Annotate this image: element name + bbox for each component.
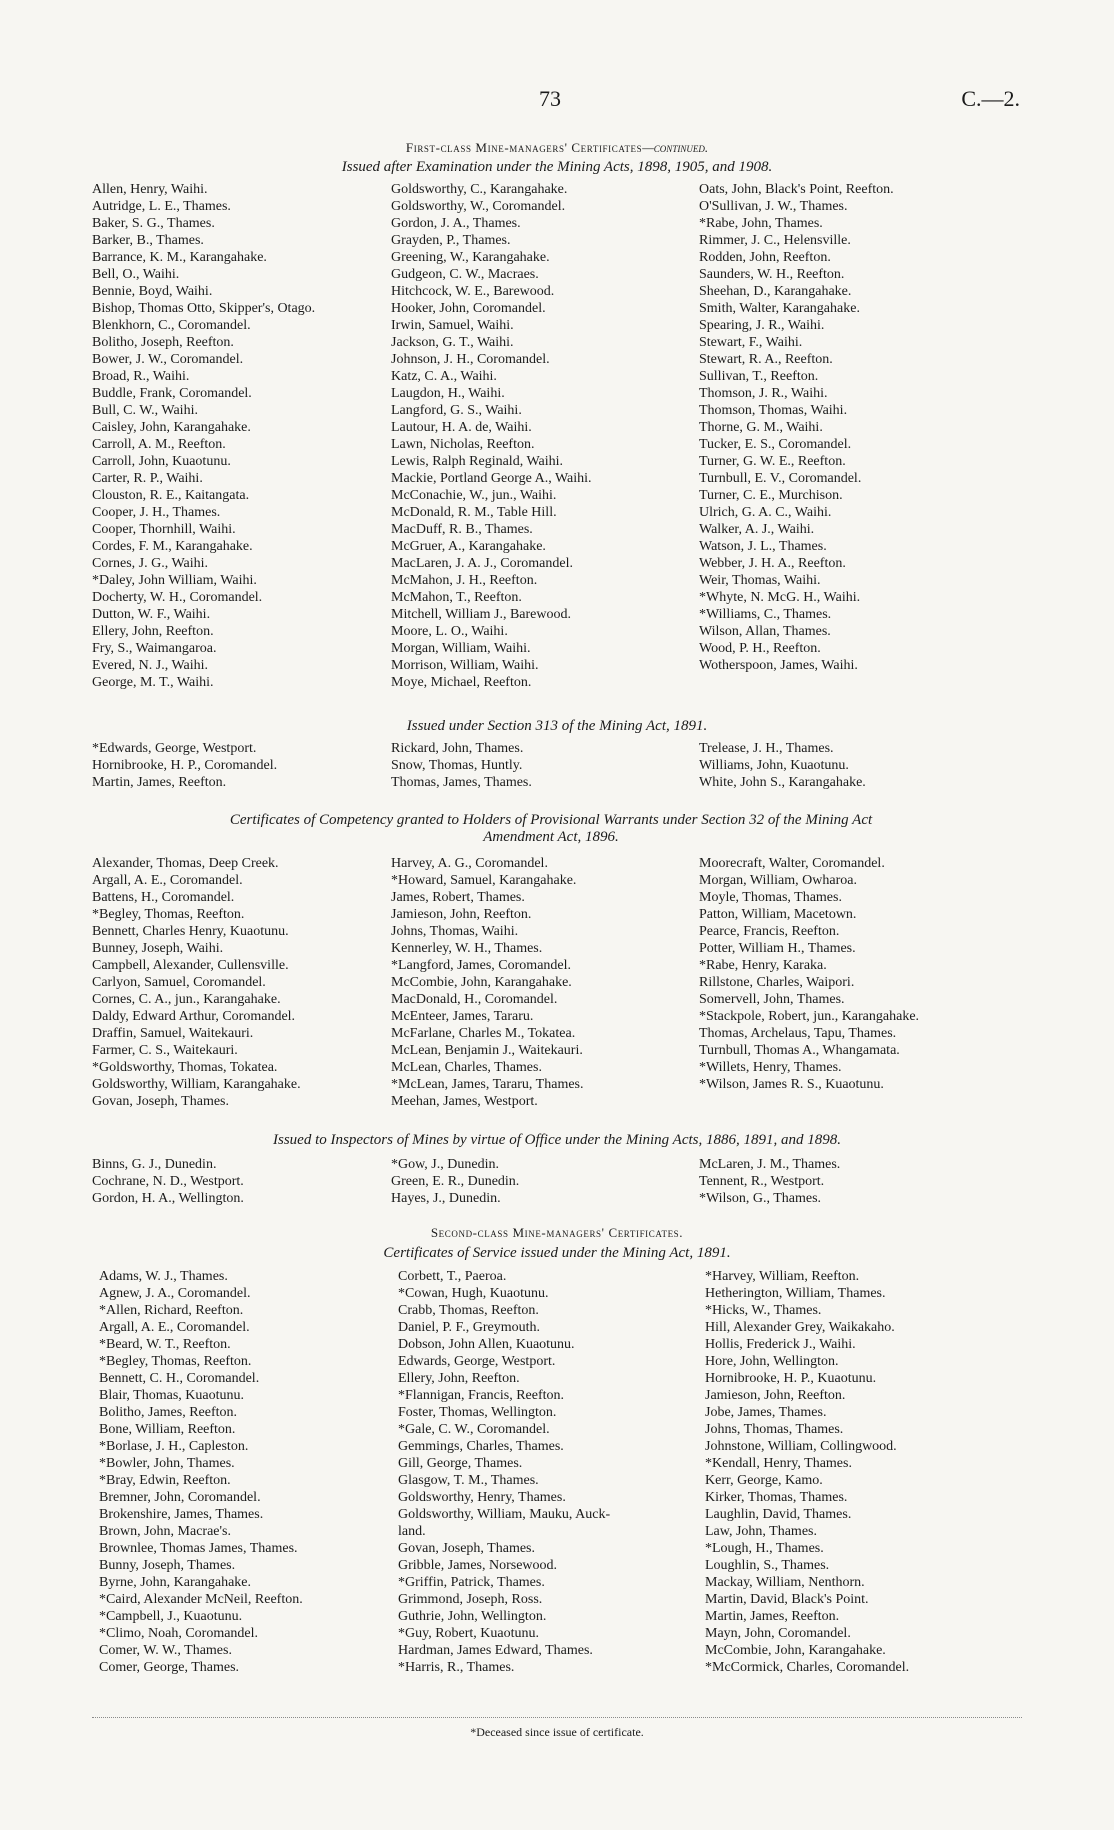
name-entry: *Borlase, J. H., Capleston. (99, 1439, 249, 1454)
name-entry: McFarlane, Charles M., Tokatea. (391, 1026, 576, 1041)
name-entry: McCombie, John, Karangahake. (705, 1643, 886, 1658)
name-entry: Trelease, J. H., Thames. (699, 741, 834, 756)
name-column-3 (699, 181, 894, 674)
name-entry: Tucker, E. S., Coromandel. (699, 437, 852, 452)
name-entry: *Williams, C., Thames. (699, 607, 832, 622)
name-entry: Mackay, William, Nenthorn. (705, 1575, 865, 1590)
name-entry: Hornibrooke, H. P., Kuaotunu. (705, 1371, 877, 1386)
name-entry: Carroll, A. M., Reefton. (92, 437, 226, 452)
name-entry: *Rabe, Henry, Karaka. (699, 958, 827, 973)
name-entry: White, John S., Karangahake. (699, 775, 866, 790)
name-entry: Crabb, Thomas, Reefton. (398, 1303, 539, 1318)
name-entry: Edwards, George, Westport. (398, 1354, 556, 1369)
name-entry: Watson, J. L., Thames. (699, 539, 827, 554)
name-entry: George, M. T., Waihi. (92, 675, 214, 690)
name-entry: Walker, A. J., Waihi. (699, 522, 815, 537)
name-entry: Dobson, John Allen, Kuaotunu. (398, 1337, 575, 1352)
name-entry: Irwin, Samuel, Waihi. (391, 318, 514, 333)
name-entry: *Bray, Edwin, Reefton. (99, 1473, 231, 1488)
name-entry: *Whyte, N. McG. H., Waihi. (699, 590, 861, 605)
name-entry: Johnstone, William, Collingwood. (705, 1439, 897, 1454)
section-title-continued: —continued. (642, 140, 709, 155)
name-entry: Harvey, A. G., Coromandel. (391, 856, 548, 871)
name-entry: *Willets, Henry, Thames. (699, 1060, 842, 1075)
name-entry: MacLaren, J. A. J., Coromandel. (391, 556, 573, 571)
name-entry: *Daley, John William, Waihi. (92, 573, 257, 588)
name-column-2 (391, 740, 532, 791)
name-entry: Morgan, William, Owharoa. (699, 873, 857, 888)
name-entry: Goldsworthy, William, Mauku, Auck- (398, 1507, 611, 1522)
name-entry: Gudgeon, C. W., Macraes. (391, 267, 539, 282)
name-entry: Ellery, John, Reefton. (398, 1371, 520, 1386)
name-entry: Broad, R., Waihi. (92, 369, 190, 384)
name-entry: McConachie, W., jun., Waihi. (391, 488, 557, 503)
name-entry: Daniel, P. F., Greymouth. (398, 1320, 540, 1335)
name-entry: Glasgow, T. M., Thames. (398, 1473, 539, 1488)
name-entry: Turnbull, E. V., Coromandel. (699, 471, 862, 486)
name-entry: Carroll, John, Kuaotunu. (92, 454, 231, 469)
name-entry: Webber, J. H. A., Reefton. (699, 556, 846, 571)
name-entry: Turnbull, Thomas A., Whangamata. (699, 1043, 900, 1058)
name-entry: Autridge, L. E., Thames. (92, 199, 231, 214)
name-entry: Thomas, James, Thames. (391, 775, 532, 790)
name-entry: Bone, William, Reefton. (99, 1422, 236, 1437)
name-entry: Thomson, J. R., Waihi. (699, 386, 828, 401)
name-entry: Gordon, H. A., Wellington. (92, 1191, 244, 1206)
name-entry: Moorecraft, Walter, Coromandel. (699, 856, 885, 871)
name-entry: Bull, C. W., Waihi. (92, 403, 198, 418)
name-entry: Cornes, C. A., jun., Karangahake. (92, 992, 281, 1007)
name-entry: Bell, O., Waihi. (92, 267, 180, 282)
name-entry: Mitchell, William J., Barewood. (391, 607, 571, 622)
name-entry: Jamieson, John, Reefton. (391, 907, 532, 922)
name-entry: Sheehan, D., Karangahake. (699, 284, 852, 299)
name-entry: Somervell, John, Thames. (699, 992, 845, 1007)
name-entry: Martin, David, Black's Point. (705, 1592, 869, 1607)
name-entry: Kirker, Thomas, Thames. (705, 1490, 848, 1505)
name-entry: Laughlin, David, Thames. (705, 1507, 852, 1522)
name-entry: Blair, Thomas, Kuaotunu. (99, 1388, 244, 1403)
name-entry: *Goldsworthy, Thomas, Tokatea. (92, 1060, 278, 1075)
name-entry: Hayes, J., Dunedin. (391, 1191, 501, 1206)
name-entry: Lewis, Ralph Reginald, Waihi. (391, 454, 564, 469)
name-entry: Sullivan, T., Reefton. (699, 369, 819, 384)
name-entry: *Climo, Noah, Coromandel. (99, 1626, 259, 1641)
section-title-main: First-class Mine-managers' Certificates (405, 140, 643, 155)
section-heading-inspectors: Issued to Inspectors of Mines by virtue of Office under the Mining Acts, 1886, 1891, and 1898. (273, 1132, 841, 1148)
name-entry: Bolitho, Joseph, Reefton. (92, 335, 234, 350)
name-entry: Hooker, John, Coromandel. (391, 301, 546, 316)
name-entry: Argall, A. E., Coromandel. (99, 1320, 250, 1335)
name-entry: Cooper, J. H., Thames. (92, 505, 221, 520)
name-entry: McCombie, John, Karangahake. (391, 975, 572, 990)
name-entry: Bennett, C. H., Coromandel. (99, 1371, 260, 1386)
name-entry: *Flannigan, Francis, Reefton. (398, 1388, 565, 1403)
name-entry: Johnson, J. H., Coromandel. (391, 352, 550, 367)
name-entry: Comer, George, Thames. (99, 1660, 240, 1675)
name-entry: Foster, Thomas, Wellington. (398, 1405, 557, 1420)
name-entry: Docherty, W. H., Coromandel. (92, 590, 263, 605)
name-entry: Corbett, T., Paeroa. (398, 1269, 507, 1284)
name-entry: Goldsworthy, W., Coromandel. (391, 199, 566, 214)
name-entry: *Stackpole, Robert, jun., Karangahake. (699, 1009, 920, 1024)
name-entry: Goldsworthy, William, Karangahake. (92, 1077, 301, 1092)
name-entry: Rodden, John, Reefton. (699, 250, 831, 265)
name-entry: Wilson, Allan, Thames. (699, 624, 831, 639)
name-entry: Saunders, W. H., Reefton. (699, 267, 845, 282)
name-entry: Katz, C. A., Waihi. (391, 369, 497, 384)
name-entry: *Langford, James, Coromandel. (391, 958, 572, 973)
name-entry: Rickard, John, Thames. (391, 741, 524, 756)
name-entry: Evered, N. J., Waihi. (92, 658, 209, 673)
name-entry: *Allen, Richard, Reefton. (99, 1303, 244, 1318)
name-entry: Thomson, Thomas, Waihi. (699, 403, 848, 418)
name-entry: Hore, John, Wellington. (705, 1354, 839, 1369)
name-entry: Ellery, John, Reefton. (92, 624, 214, 639)
name-entry: Johns, Thomas, Waihi. (391, 924, 519, 939)
name-entry: Brown, John, Macrae's. (99, 1524, 231, 1539)
page-reference: C.—2. (961, 86, 1020, 111)
name-entry: Argall, A. E., Coromandel. (92, 873, 243, 888)
section-title-second-class: Second-class Mine-managers' Certificates. (430, 1225, 684, 1240)
name-entry: *McCormick, Charles, Coromandel. (705, 1660, 910, 1675)
name-column-3 (699, 740, 866, 791)
footnote-rule (92, 1717, 1022, 1718)
heading-line-1: Certificates of Competency granted to Holders of Provisional Warrants under Section 32 of the Mining Act (229, 812, 873, 828)
name-entry: *Gow, J., Dunedin. (391, 1157, 499, 1172)
name-entry: *Lough, H., Thames. (705, 1541, 824, 1556)
name-entry: Hardman, James Edward, Thames. (398, 1643, 593, 1658)
name-entry: Langford, G. S., Waihi. (391, 403, 522, 418)
name-entry: Caisley, John, Karangahake. (92, 420, 251, 435)
name-entry: Wood, P. H., Reefton. (699, 641, 821, 656)
name-entry: Goldsworthy, C., Karangahake. (391, 182, 568, 197)
name-entry: Tennent, R., Westport. (699, 1174, 825, 1189)
name-entry: Barrance, K. M., Karangahake. (92, 250, 267, 265)
name-entry: Govan, Joseph, Thames. (92, 1094, 229, 1109)
name-entry: Turner, C. E., Murchison. (699, 488, 843, 503)
name-entry: Williams, John, Kuaotunu. (699, 758, 849, 773)
name-entry: Binns, G. J., Dunedin. (92, 1157, 217, 1172)
name-entry: *Hicks, W., Thames. (705, 1303, 822, 1318)
name-entry: Patton, William, Macetown. (699, 907, 857, 922)
name-entry: *Caird, Alexander McNeil, Reefton. (99, 1592, 303, 1607)
name-entry: *Harvey, William, Reefton. (705, 1269, 860, 1284)
name-entry: *Harris, R., Thames. (398, 1660, 515, 1675)
name-entry: *Edwards, George, Westport. (92, 741, 257, 756)
name-entry: *McLean, James, Tararu, Thames. (391, 1077, 584, 1092)
name-entry: Law, John, Thames. (705, 1524, 817, 1539)
name-entry: Jamieson, John, Reefton. (705, 1388, 846, 1403)
name-entry: Battens, H., Coromandel. (92, 890, 235, 905)
name-entry: Hetherington, William, Thames. (705, 1286, 886, 1301)
name-entry: Morgan, William, Waihi. (391, 641, 531, 656)
name-entry: Jobe, James, Thames. (705, 1405, 827, 1420)
name-entry: Grayden, P., Thames. (391, 233, 511, 248)
name-entry: Cornes, J. G., Waihi. (92, 556, 209, 571)
name-entry: Farmer, C. S., Waitekauri. (92, 1043, 238, 1058)
name-entry: Gemmings, Charles, Thames. (398, 1439, 564, 1454)
section-title-first-class (0, 140, 1114, 156)
name-entry: Govan, Joseph, Thames. (398, 1541, 535, 1556)
name-entry: *Guy, Robert, Kuaotunu. (398, 1626, 540, 1641)
name-column-2 (391, 181, 592, 691)
name-entry: Potter, William H., Thames. (699, 941, 856, 956)
name-entry: McGruer, A., Karangahake. (391, 539, 546, 554)
name-entry: Allen, Henry, Waihi. (92, 182, 208, 197)
name-column-3 (705, 1268, 909, 1676)
name-entry: Daldy, Edward Arthur, Coromandel. (92, 1009, 296, 1024)
name-entry: *Bowler, John, Thames. (99, 1456, 235, 1471)
heading-line-2: Amendment Act, 1896. (483, 829, 619, 845)
section-subtitle-examination: Issued after Examination under the Mining Acts, 1898, 1905, and 1908. (341, 159, 773, 175)
name-entry: Clouston, R. E., Kaitangata. (92, 488, 250, 503)
name-column-2 (398, 1268, 610, 1676)
name-entry: Spearing, J. R., Waihi. (699, 318, 825, 333)
page-number: 73 (539, 86, 561, 111)
name-entry: Loughlin, S., Thames. (705, 1558, 830, 1573)
name-entry: Morrison, William, Waihi. (391, 658, 539, 673)
name-entry: Brokenshire, James, Thames. (99, 1507, 264, 1522)
name-entry: Mackie, Portland George A., Waihi. (391, 471, 592, 486)
name-entry: Hornibrooke, H. P., Coromandel. (92, 758, 278, 773)
footnote: *Deceased since issue of certificate. (470, 1725, 644, 1739)
name-entry: Kennerley, W. H., Thames. (391, 941, 543, 956)
name-entry: Gordon, J. A., Thames. (391, 216, 521, 231)
name-entry: Cordes, F. M., Karangahake. (92, 539, 253, 554)
name-entry: *Wilson, James R. S., Kuaotunu. (699, 1077, 884, 1092)
name-column-3 (699, 1156, 840, 1207)
name-entry: *Begley, Thomas, Reefton. (92, 907, 245, 922)
name-entry: Hitchcock, W. E., Barewood. (391, 284, 555, 299)
name-entry: Dutton, W. F., Waihi. (92, 607, 211, 622)
name-column-1 (99, 1268, 303, 1676)
name-entry: Rillstone, Charles, Waipori. (699, 975, 855, 990)
name-entry: Meehan, James, Westport. (391, 1094, 538, 1109)
name-entry: Blenkhorn, C., Coromandel. (92, 318, 251, 333)
name-entry: McLaren, J. M., Thames. (699, 1157, 841, 1172)
name-entry: Ulrich, G. A. C., Waihi. (699, 505, 832, 520)
name-entry: Bennett, Charles Henry, Kuaotunu. (92, 924, 289, 939)
name-entry: Cochrane, N. D., Westport. (92, 1174, 244, 1189)
name-entry: Pearce, Francis, Reefton. (699, 924, 840, 939)
name-entry: Lautour, H. A. de, Waihi. (391, 420, 532, 435)
name-column-1 (92, 1156, 244, 1207)
name-entry: MacDuff, R. B., Thames. (391, 522, 533, 537)
name-column-1 (92, 181, 315, 691)
name-entry: *Begley, Thomas, Reefton. (99, 1354, 252, 1369)
section-heading-competency (86, 812, 1016, 846)
name-entry: Laugdon, H., Waihi. (391, 386, 505, 401)
name-entry: *Kendall, Henry, Thames. (705, 1456, 852, 1471)
name-entry: Rimmer, J. C., Helensville. (699, 233, 851, 248)
name-entry: MacDonald, H., Coromandel. (391, 992, 558, 1007)
name-entry: McEnteer, James, Tararu. (391, 1009, 534, 1024)
name-entry: Weir, Thomas, Waihi. (699, 573, 821, 588)
name-entry: *Cowan, Hugh, Kuaotunu. (398, 1286, 549, 1301)
name-entry: Smith, Walter, Karangahake. (699, 301, 860, 316)
name-entry: *Rabe, John, Thames. (699, 216, 823, 231)
name-entry: Bunney, Joseph, Waihi. (92, 941, 224, 956)
name-entry: Kerr, George, Kamo. (705, 1473, 823, 1488)
name-entry: Comer, W. W., Thames. (99, 1643, 232, 1658)
name-entry: Moye, Michael, Reefton. (391, 675, 532, 690)
name-entry: Fry, S., Waimangaroa. (92, 641, 217, 656)
name-entry: Thorne, G. M., Waihi. (699, 420, 823, 435)
name-entry: O'Sullivan, J. W., Thames. (699, 199, 848, 214)
name-entry: Guthrie, John, Wellington. (398, 1609, 547, 1624)
name-entry: Thomas, Archelaus, Tapu, Thames. (699, 1026, 897, 1041)
name-entry: Agnew, J. A., Coromandel. (99, 1286, 251, 1301)
name-entry: Brownlee, Thomas James, Thames. (99, 1541, 298, 1556)
name-entry: Draffin, Samuel, Waitekauri. (92, 1026, 254, 1041)
name-entry: Adams, W. J., Thames. (99, 1269, 228, 1284)
name-entry: Moore, L. O., Waihi. (391, 624, 508, 639)
name-entry: Cooper, Thornhill, Waihi. (92, 522, 236, 537)
name-entry: McMahon, T., Reefton. (391, 590, 522, 605)
name-entry: McDonald, R. M., Table Hill. (391, 505, 557, 520)
name-entry: Wotherspoon, James, Waihi. (699, 658, 858, 673)
name-entry: Grimmond, Joseph, Ross. (398, 1592, 543, 1607)
name-entry: Barker, B., Thames. (92, 233, 204, 248)
name-entry: Turner, G. W. E., Reefton. (699, 454, 846, 469)
name-entry: *Wilson, G., Thames. (699, 1191, 822, 1206)
name-entry: Bishop, Thomas Otto, Skipper's, Otago. (92, 301, 316, 316)
name-entry: Mayn, John, Coromandel. (705, 1626, 851, 1641)
name-entry: land. (398, 1524, 426, 1539)
name-column-1 (92, 740, 277, 791)
name-entry: Bolitho, James, Reefton. (99, 1405, 238, 1420)
name-entry: Greening, W., Karangahake. (391, 250, 550, 265)
name-entry: *Gale, C. W., Coromandel. (398, 1422, 550, 1437)
name-entry: Bunny, Joseph, Thames. (99, 1558, 236, 1573)
name-entry: Buddle, Frank, Coromandel. (92, 386, 252, 401)
name-entry: Carlyon, Samuel, Coromandel. (92, 975, 266, 990)
name-entry: Hill, Alexander Grey, Waikakaho. (705, 1320, 895, 1335)
name-entry: *Campbell, J., Kuaotunu. (99, 1609, 243, 1624)
name-entry: Lawn, Nicholas, Reefton. (391, 437, 535, 452)
name-entry: Bower, J. W., Coromandel. (92, 352, 244, 367)
name-entry: Byrne, John, Karangahake. (99, 1575, 252, 1590)
name-column-3 (699, 855, 919, 1093)
name-entry: Goldsworthy, Henry, Thames. (398, 1490, 566, 1505)
name-entry: Moyle, Thomas, Thames. (699, 890, 842, 905)
name-entry: Gribble, James, Norsewood. (398, 1558, 558, 1573)
name-entry: *Beard, W. T., Reefton. (99, 1337, 231, 1352)
name-entry: Martin, James, Reefton. (92, 775, 227, 790)
name-entry: *Griffin, Patrick, Thames. (398, 1575, 545, 1590)
name-entry: Alexander, Thomas, Deep Creek. (92, 856, 279, 871)
name-entry: *Howard, Samuel, Karangahake. (391, 873, 577, 888)
name-entry: Baker, S. G., Thames. (92, 216, 215, 231)
name-entry: Campbell, Alexander, Cullensville. (92, 958, 289, 973)
name-entry: Johns, Thomas, Thames. (705, 1422, 844, 1437)
name-entry: Jackson, G. T., Waihi. (391, 335, 514, 350)
name-entry: Bremner, John, Coromandel. (99, 1490, 261, 1505)
name-entry: Green, E. R., Dunedin. (391, 1174, 520, 1189)
name-entry: Stewart, R. A., Reefton. (699, 352, 833, 367)
section-heading-section-313: Issued under Section 313 of the Mining Act, 1891. (406, 718, 708, 734)
name-column-2 (391, 1156, 519, 1207)
name-entry: Martin, James, Reefton. (705, 1609, 840, 1624)
name-entry: Oats, John, Black's Point, Reefton. (699, 182, 894, 197)
section-subtitle-service: Certificates of Service issued under the Mining Act, 1891. (383, 1245, 731, 1261)
name-entry: Gill, George, Thames. (398, 1456, 523, 1471)
name-entry: Carter, R. P., Waihi. (92, 471, 203, 486)
name-entry: McMahon, J. H., Reefton. (391, 573, 538, 588)
name-column-2 (391, 855, 584, 1110)
name-entry: Bennie, Boyd, Waihi. (92, 284, 213, 299)
name-column-1 (92, 855, 301, 1110)
name-entry: Stewart, F., Waihi. (699, 335, 803, 350)
name-entry: McLean, Benjamin J., Waitekauri. (391, 1043, 583, 1058)
name-entry: James, Robert, Thames. (391, 890, 525, 905)
name-entry: McLean, Charles, Thames. (391, 1060, 542, 1075)
name-entry: Hollis, Frederick J., Waihi. (705, 1337, 856, 1352)
name-entry: Snow, Thomas, Huntly. (391, 758, 523, 773)
